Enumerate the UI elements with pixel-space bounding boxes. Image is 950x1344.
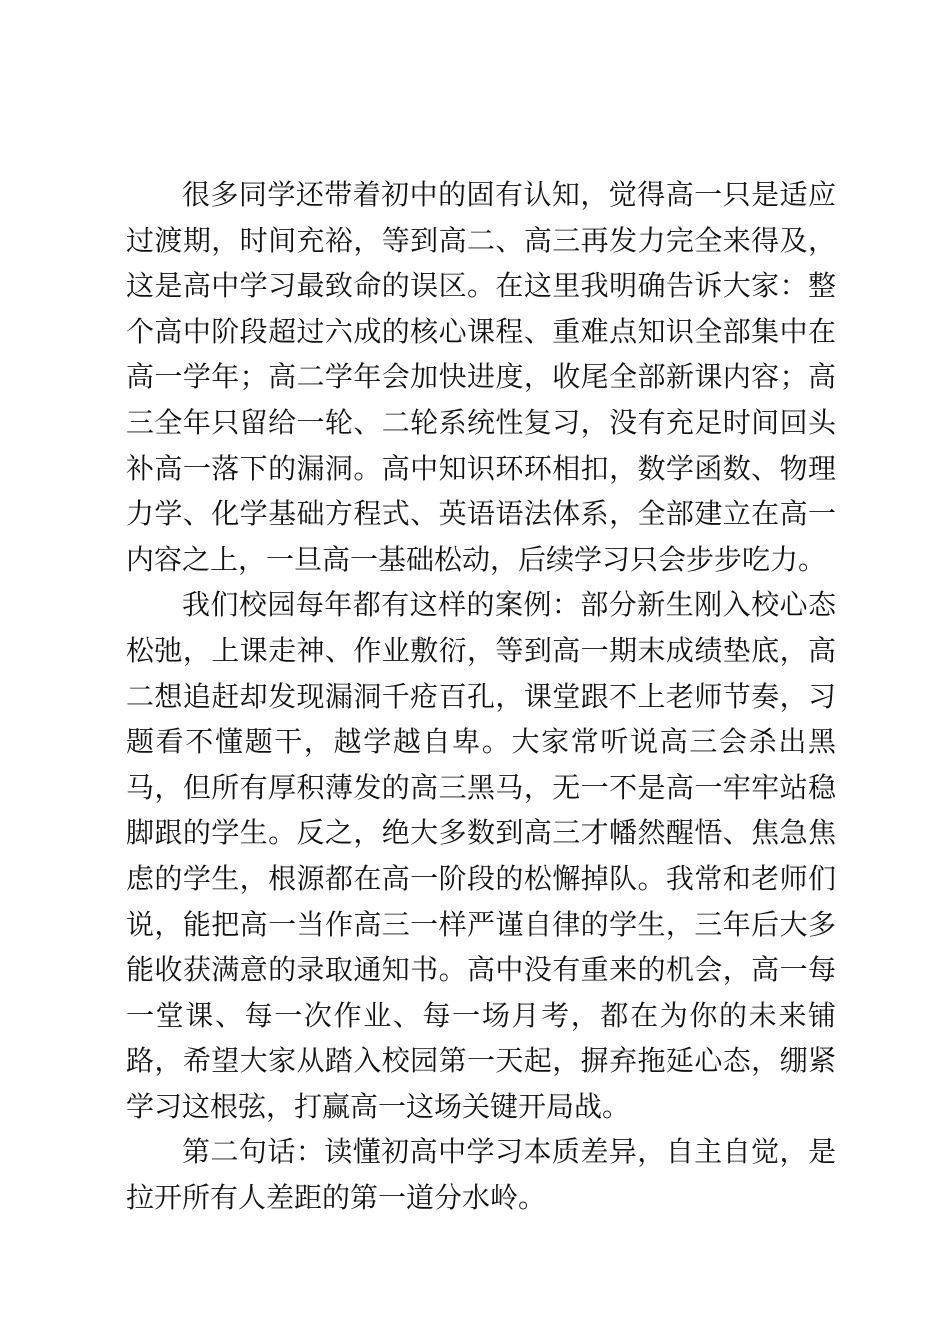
paragraph-3: 第二句话：读懂初高中学习本质差异，自主自觉，是拉开所有人差距的第一道分水岭。 bbox=[126, 1135, 836, 1215]
paragraph-1: 很多同学还带着初中的固有认知，觉得高一只是适应过渡期，时间充裕，等到高二、高三再发力完全来得及，这是高中学习最致命的误区。在这里我明确告诉大家：整个高中阶段超过六成的核心课程、重难点知识全部集中在高一学年；高二学年会加快进度，收尾全部新课内容；高三全年只留给一轮、二轮系统性复习，没有充足时间回头补高一落下的漏洞。高中知识环环相扣，数学函数、物理力学、化学基础方程式、英语语法体系，全部建立在高一内容之上，一旦高一基础松动，后续学习只会步步吃力。 bbox=[126, 178, 836, 576]
document-body bbox=[126, 172, 836, 1221]
paragraph-2: 我们校园每年都有这样的案例：部分新生刚入校心态松弛，上课走神、作业敷衍，等到高一期末成绩垫底，高二想追赶却发现漏洞千疮百孔，课堂跟不上老师节奏，习题看不懂题干，越学越自卑。大家常听说高三会杀出黑马，但所有厚积薄发的高三黑马，无一不是高一牢牢站稳脚跟的学生。反之，绝大多数到高三才幡然醒悟、焦急焦虑的学生，根源都在高一阶段的松懈掉队。我常和老师们说，能把高一当作高三一样严谨自律的学生，三年后大多能收获满意的录取通知书。高中没有重来的机会，高一每一堂课、每一次作业、每一场月考，都在为你的未来铺路，希望大家从踏入校园第一天起，摒弃拖延心态，绷紧学习这根弦，打赢高一这场关键开局战。 bbox=[126, 588, 836, 1123]
